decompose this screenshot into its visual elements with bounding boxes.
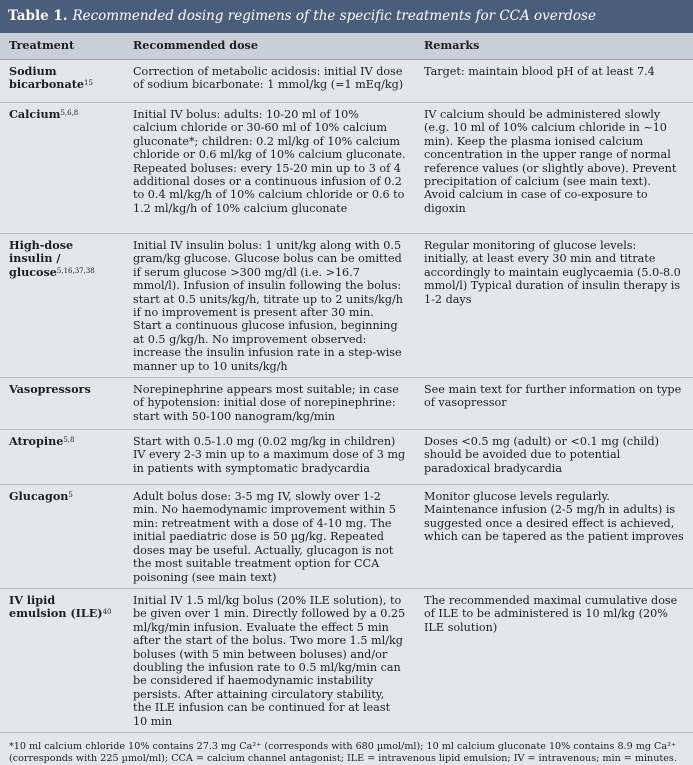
dose-cell: Initial IV 1.5 ml/kg bolus (20% ILE solution), to be given over 1 min. Directly followed by a 0.25 ml/kg/min infusion. Evaluate the effect 5 min after the start of the bolus. Two more 1.5 ml/kg boluses (with 5 min between boluses) and/or doubling the infusion rate to 0.5 ml/kg/min can be considered if haemodynamic instability persists. After attaining circulatory stability, the ILE infusion can be continued for at least 10 min — [124, 588, 415, 732]
header-remarks: Remarks — [415, 33, 693, 60]
treatment-cell — [0, 378, 124, 430]
table-label: Table 1. — [8, 8, 68, 24]
table-row — [0, 234, 693, 378]
treatment-cell — [0, 103, 124, 234]
reference-superscript: 5,16,37,38 — [56, 266, 95, 275]
table-row — [0, 378, 693, 430]
reference-superscript: 15 — [83, 79, 93, 88]
table-footnote: *10 ml calcium chloride 10% contains 27.3 mg Ca²⁺ (corresponds with 680 µmol/ml); 10 ml calcium gluconate 10% contains 8.9 mg Ca²⁺ (corresponds with 225 µmol/ml); CCA = calcium channel antagonist; ILE = intravenous lipid emulsion; IV = intravenous; min = minutes. — [9, 740, 677, 764]
table-title — [0, 0, 693, 33]
treatment-name: High-dose insulin / glucose — [9, 238, 74, 279]
treatment-cell — [0, 588, 124, 732]
dose-cell: Initial IV bolus: adults: 10-20 ml of 10% calcium chloride or 30-60 ml of 10% calcium gluconate*; children: 0.2 ml/kg of 10% calcium chloride or 0.6 ml/kg of 10% calcium gluconate. Repeated boluses: every 15-20 min up to 3 of 4 additional doses or a continuous infusion of 0.2 to 0.4 ml/kg/h of 10% calcium chloride or 0.6 to 1.2 ml/kg/h of 10% calcium gluconate — [124, 103, 415, 234]
table-row — [0, 430, 693, 485]
dosing-table — [0, 33, 693, 733]
dose-cell: Norepinephrine appears most suitable; in case of hypotension: initial dose of norepinephrine: start with 50-100 nanogram/kg/min — [124, 378, 415, 430]
header-treatment: Treatment — [0, 33, 124, 60]
treatment-cell — [0, 485, 124, 589]
dose-cell: Initial IV insulin bolus: 1 unit/kg along with 0.5 gram/kg glucose. Glucose bolus can be omitted if serum glucose >300 mg/dl (i.e. >16.7 mmol/l). Infusion of insulin following the bolus: start at 0.5 units/kg/h, titrate up to 2 units/kg/h if no improvement is present after 30 min. Start a continuous glucose infusion, beginning at 0.5 g/kg/h. No improvement observed: increase the insulin infusion rate in a step-wise manner up to 10 units/kg/h — [124, 234, 415, 378]
dose-cell: Correction of metabolic acidosis: initial IV dose of sodium bicarbonate: 1 mmol/kg (=1 mEq/kg) — [124, 60, 415, 103]
table-row — [0, 103, 693, 234]
table-row — [0, 588, 693, 732]
dose-cell: Start with 0.5-1.0 mg (0.02 mg/kg in children) IV every 2-3 min up to a maximum dose of 3 mg in patients with symptomatic bradycardia — [124, 430, 415, 485]
treatment-name: Sodium bicarbonate — [9, 64, 84, 92]
treatment-name: Vasopressors — [9, 382, 91, 397]
treatment-cell — [0, 234, 124, 378]
remarks-cell: Regular monitoring of glucose levels: initially, at least every 30 min and titrate accordingly to maintain euglycaemia (5.0-8.0 mmol/l) Typical duration of insulin therapy is 1-2 days — [415, 234, 693, 378]
remarks-cell: Target: maintain blood pH of at least 7.4 — [415, 60, 693, 103]
remarks-cell: Doses <0.5 mg (adult) or <0.1 mg (child) should be avoided due to potential paradoxical bradycardia — [415, 430, 693, 485]
table-caption: Recommended dosing regimens of the specific treatments for CCA overdose — [72, 8, 596, 24]
remarks-cell: The recommended maximal cumulative dose of ILE to be administered is 10 ml/kg (20% ILE solution) — [415, 588, 693, 732]
reference-superscript: 40 — [102, 608, 112, 617]
treatment-name: IV lipid emulsion (ILE) — [9, 592, 103, 621]
treatment-cell — [0, 60, 124, 103]
dose-cell: Adult bolus dose: 3-5 mg IV, slowly over 1-2 min. No haemodynamic improvement within 5 min: retreatment with a dose of 4-10 mg. The initial paediatric dose is 50 µg/kg. Repeated doses may be useful. Actually, glucagon is not the most suitable treatment option for CCA poisoning (see main text) — [124, 485, 415, 589]
treatment-cell — [0, 430, 124, 485]
header-row — [0, 33, 693, 60]
treatment-name: Atropine — [9, 434, 64, 449]
table-row — [0, 60, 693, 103]
header-recommended-dose: Recommended dose — [124, 33, 415, 60]
remarks-cell: Monitor glucose levels regularly. Maintenance infusion (2-5 mg/h in adults) is suggested once a desired effect is achieved, which can be tapered as the patient improves — [415, 485, 693, 589]
reference-superscript: 5,6,8 — [60, 109, 79, 117]
table-row — [0, 485, 693, 589]
treatment-name: Calcium — [9, 107, 61, 121]
reference-superscript: 5 — [68, 491, 73, 500]
reference-superscript: 5,8 — [63, 436, 75, 445]
remarks-cell: IV calcium should be administered slowly (e.g. 10 ml of 10% calcium chloride in ~10 min). Keep the plasma ionised calcium concentration in the upper range of normal reference values (or slightly above). Prevent precipitation of calcium (see main text). Avoid calcium in case of co-exposure to digoxin — [415, 103, 693, 234]
treatment-name: Glucagon — [9, 489, 69, 504]
remarks-cell: See main text for further information on type of vasopressor — [415, 378, 693, 430]
